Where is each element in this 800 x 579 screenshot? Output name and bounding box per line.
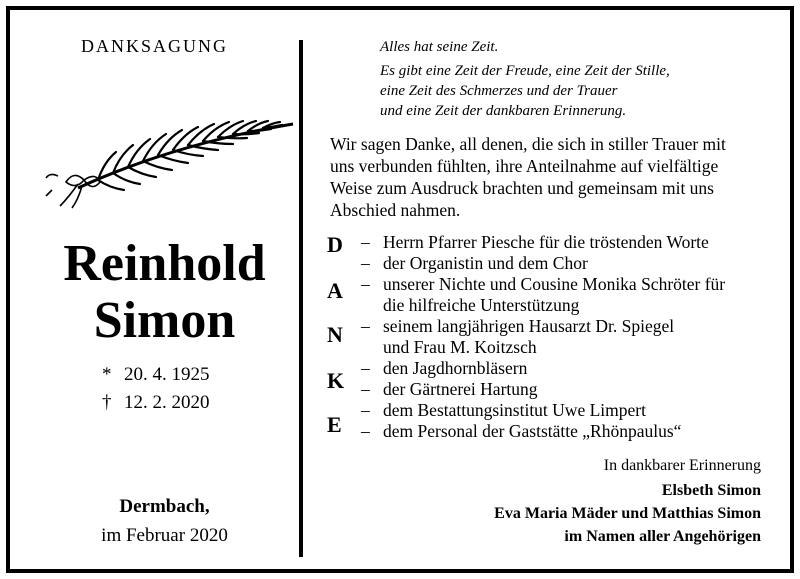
danke-letter: N	[327, 322, 343, 347]
list-item-text: dem Personal der Gaststätte „Rhönpaulus“	[383, 421, 682, 441]
list-dash: –	[361, 400, 370, 420]
motto-line: eine Zeit des Schmerzes und der Trauer	[380, 83, 618, 99]
date-line: im Februar 2020	[101, 525, 228, 546]
death-date-value: 12. 2. 2020	[124, 392, 210, 413]
danke-letter: E	[327, 412, 342, 437]
list-item	[361, 400, 725, 421]
thanks-line: uns verbunden fühlten, ihre Anteilnahme auf vielfältige	[330, 156, 719, 176]
list-dash: –	[361, 316, 370, 336]
palm-branch-icon	[38, 110, 298, 210]
motto-line: Alles hat seine Zeit.	[380, 39, 499, 55]
thanks-line: Abschied nahmen.	[330, 200, 461, 220]
list-item-continuation: und Frau M. Koitzsch	[383, 337, 537, 357]
list-dash: –	[361, 274, 370, 294]
list-item	[361, 421, 725, 442]
death-cross-symbol: †	[102, 392, 112, 413]
list-item-text: Herrn Pfarrer Piesche für die tröstenden Worte	[383, 232, 709, 252]
notice-heading: DANKSAGUNG	[80, 36, 228, 56]
deceased-last-name: Simon	[93, 292, 236, 349]
birth-date-value: 20. 4. 1925	[124, 364, 210, 385]
list-item	[361, 358, 725, 379]
signatory: Elsbeth Simon	[661, 482, 761, 499]
motto-quote	[380, 37, 670, 121]
birth-date	[102, 364, 210, 386]
recipients-list	[361, 232, 725, 442]
list-item-text: seinem langjährigen Hausarzt Dr. Spiegel	[383, 316, 675, 336]
list-dash: –	[361, 421, 370, 441]
place-name: Dermbach,	[119, 496, 210, 517]
closing-intro: In dankbarer Erinnerung	[603, 457, 761, 474]
signatory: Eva Maria Mäder und Matthias Simon	[494, 505, 761, 522]
deceased-first-name: Reinhold	[63, 235, 266, 292]
thanks-line: Weise zum Ausdruck brachten und gemeinsam mit uns	[330, 178, 714, 198]
danke-letter: K	[327, 368, 345, 393]
list-item	[361, 379, 725, 400]
danke-letter: A	[327, 278, 343, 303]
list-item-text: den Jagdhornbläsern	[383, 358, 528, 378]
list-item-continuation: die hilfreiche Unterstützung	[383, 295, 580, 315]
danke-letter: D	[327, 232, 343, 257]
list-dash: –	[361, 358, 370, 378]
thanks-line: Wir sagen Danke, all denen, die sich in stiller Trauer mit	[330, 134, 726, 154]
list-item-text: der Organistin und dem Chor	[383, 253, 588, 273]
list-item	[361, 253, 725, 274]
list-item-text: unserer Nichte und Cousine Monika Schröter für	[383, 274, 726, 294]
list-item-text: der Gärtnerei Hartung	[383, 379, 538, 399]
thanks-paragraph	[330, 133, 770, 221]
motto-line: und eine Zeit der dankbaren Erinnerung.	[380, 103, 627, 119]
closing-signature	[494, 454, 761, 548]
list-dash: –	[361, 232, 370, 252]
list-item	[361, 232, 725, 253]
list-dash: –	[361, 379, 370, 399]
motto-line: Es gibt eine Zeit der Freude, eine Zeit der Stille,	[380, 63, 670, 79]
signatory: im Namen aller Angehörigen	[564, 528, 761, 545]
list-item	[361, 316, 725, 337]
death-date	[102, 392, 210, 414]
birth-symbol: *	[102, 364, 112, 385]
list-item	[361, 274, 725, 295]
list-dash: –	[361, 253, 370, 273]
list-item-text: dem Bestattungsinstitut Uwe Limpert	[383, 400, 646, 420]
